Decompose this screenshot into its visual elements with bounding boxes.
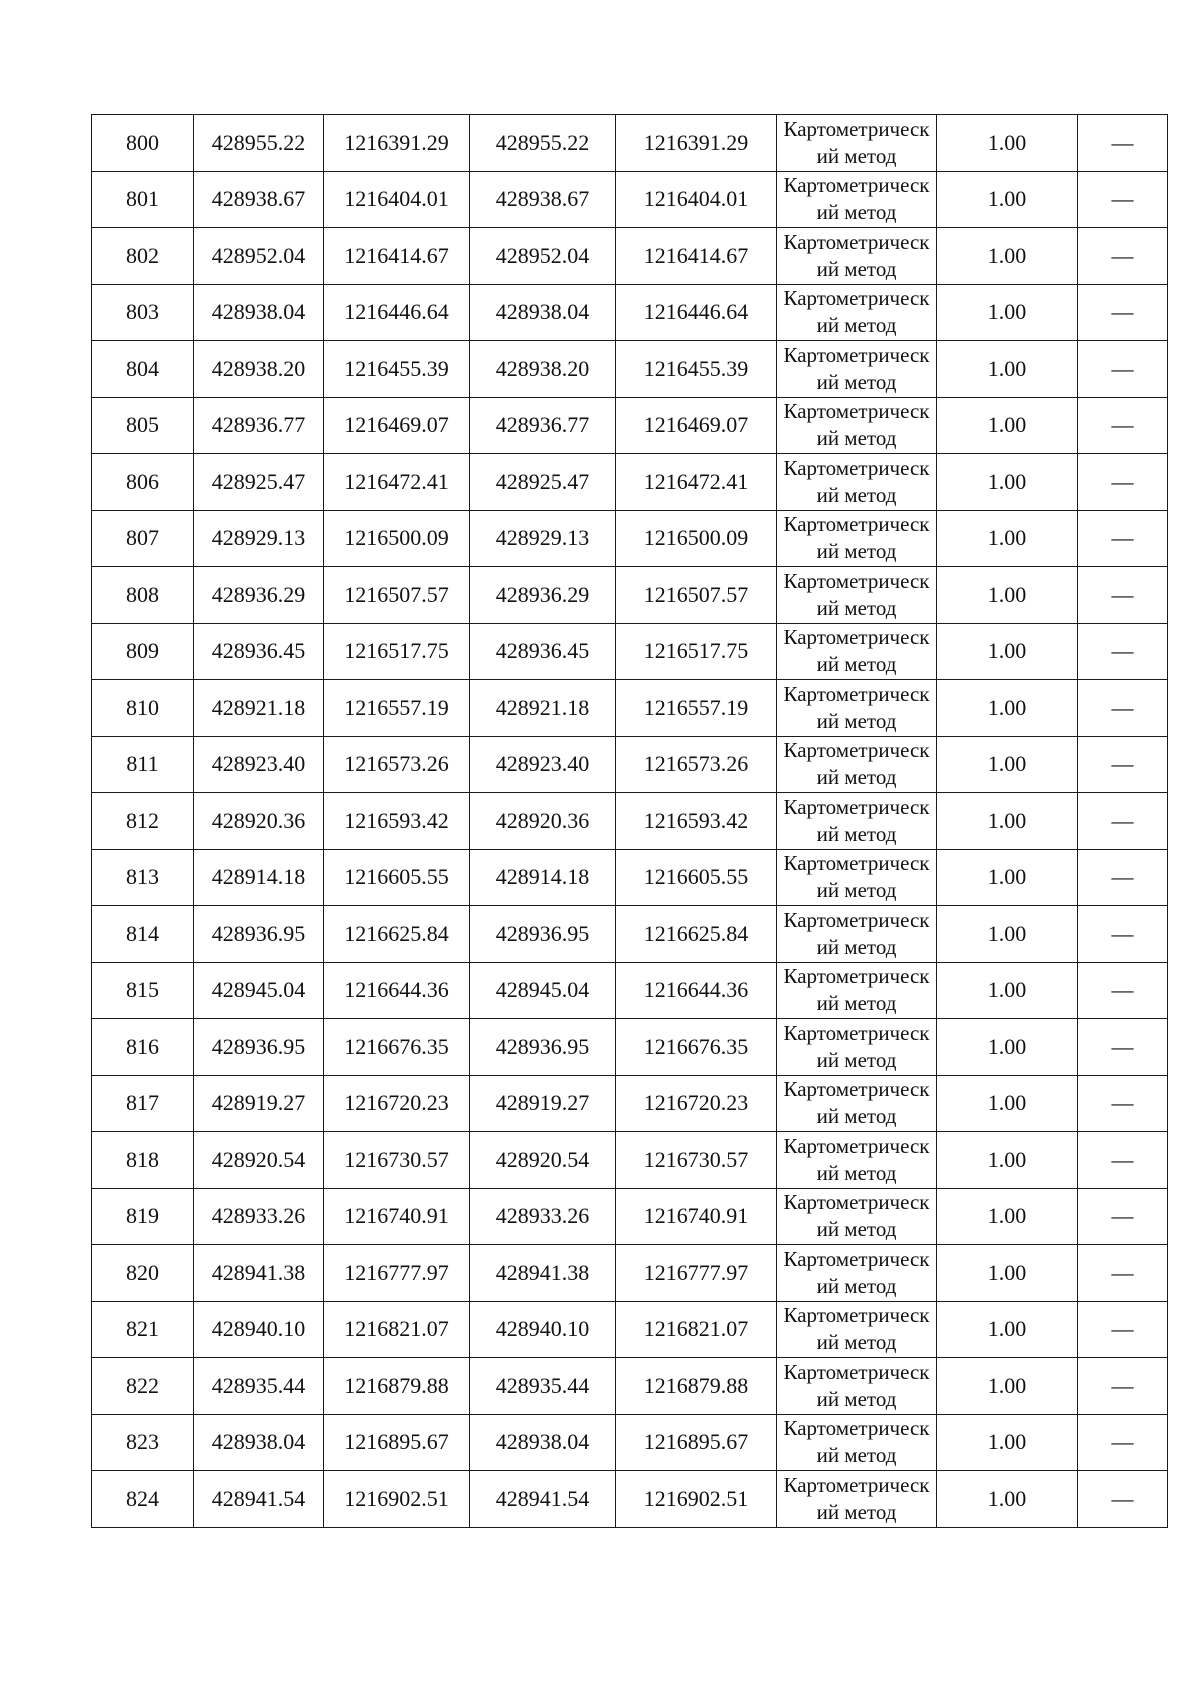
- method-cell: Картометрический метод: [777, 1132, 937, 1189]
- point-number-cell: 823: [92, 1414, 194, 1471]
- point-number-cell: 824: [92, 1471, 194, 1528]
- note-cell: —: [1078, 341, 1168, 398]
- refined-y-cell: 1216573.26: [616, 736, 777, 793]
- table-row: [92, 793, 1168, 850]
- table-row: [92, 567, 1168, 624]
- accuracy-cell: 1.00: [937, 510, 1078, 567]
- method-cell: Картометрический метод: [777, 1301, 937, 1358]
- refined-x-cell: 428935.44: [470, 1358, 616, 1415]
- method-cell: Картометрический метод: [777, 736, 937, 793]
- refined-y-cell: 1216644.36: [616, 962, 777, 1019]
- accuracy-cell: 1.00: [937, 849, 1078, 906]
- note-cell: —: [1078, 680, 1168, 737]
- existing-x-cell: 428941.38: [194, 1245, 324, 1302]
- accuracy-cell: 1.00: [937, 1019, 1078, 1076]
- method-cell: Картометрический метод: [777, 115, 937, 172]
- method-cell: Картометрический метод: [777, 680, 937, 737]
- accuracy-cell: 1.00: [937, 793, 1078, 850]
- note-cell: —: [1078, 1301, 1168, 1358]
- accuracy-cell: 1.00: [937, 680, 1078, 737]
- coordinates-table: [91, 114, 1168, 1528]
- note-cell: —: [1078, 1132, 1168, 1189]
- note-cell: —: [1078, 793, 1168, 850]
- table-row: [92, 115, 1168, 172]
- point-number-cell: 809: [92, 623, 194, 680]
- table-row: [92, 1358, 1168, 1415]
- table-row: [92, 341, 1168, 398]
- method-cell: Картометрический метод: [777, 962, 937, 1019]
- existing-y-cell: 1216676.35: [324, 1019, 470, 1076]
- existing-y-cell: 1216902.51: [324, 1471, 470, 1528]
- table-row: [92, 1414, 1168, 1471]
- existing-y-cell: 1216777.97: [324, 1245, 470, 1302]
- refined-y-cell: 1216625.84: [616, 906, 777, 963]
- refined-x-cell: 428914.18: [470, 849, 616, 906]
- existing-y-cell: 1216573.26: [324, 736, 470, 793]
- existing-x-cell: 428936.95: [194, 1019, 324, 1076]
- note-cell: —: [1078, 849, 1168, 906]
- existing-x-cell: 428933.26: [194, 1188, 324, 1245]
- existing-x-cell: 428938.04: [194, 284, 324, 341]
- note-cell: —: [1078, 228, 1168, 285]
- existing-x-cell: 428936.29: [194, 567, 324, 624]
- method-cell: Картометрический метод: [777, 1188, 937, 1245]
- existing-x-cell: 428955.22: [194, 115, 324, 172]
- existing-y-cell: 1216517.75: [324, 623, 470, 680]
- accuracy-cell: 1.00: [937, 1245, 1078, 1302]
- existing-y-cell: 1216446.64: [324, 284, 470, 341]
- existing-x-cell: 428919.27: [194, 1075, 324, 1132]
- existing-x-cell: 428936.77: [194, 397, 324, 454]
- refined-x-cell: 428936.77: [470, 397, 616, 454]
- refined-y-cell: 1216557.19: [616, 680, 777, 737]
- refined-x-cell: 428938.67: [470, 171, 616, 228]
- method-cell: Картометрический метод: [777, 1358, 937, 1415]
- method-cell: Картометрический метод: [777, 1019, 937, 1076]
- refined-y-cell: 1216879.88: [616, 1358, 777, 1415]
- existing-x-cell: 428941.54: [194, 1471, 324, 1528]
- accuracy-cell: 1.00: [937, 284, 1078, 341]
- refined-x-cell: 428933.26: [470, 1188, 616, 1245]
- accuracy-cell: 1.00: [937, 1075, 1078, 1132]
- note-cell: —: [1078, 1188, 1168, 1245]
- refined-x-cell: 428936.95: [470, 906, 616, 963]
- existing-x-cell: 428938.20: [194, 341, 324, 398]
- refined-y-cell: 1216414.67: [616, 228, 777, 285]
- method-cell: Картометрический метод: [777, 1245, 937, 1302]
- accuracy-cell: 1.00: [937, 397, 1078, 454]
- refined-y-cell: 1216517.75: [616, 623, 777, 680]
- point-number-cell: 808: [92, 567, 194, 624]
- note-cell: —: [1078, 397, 1168, 454]
- existing-x-cell: 428945.04: [194, 962, 324, 1019]
- refined-x-cell: 428955.22: [470, 115, 616, 172]
- existing-x-cell: 428935.44: [194, 1358, 324, 1415]
- note-cell: —: [1078, 1019, 1168, 1076]
- point-number-cell: 820: [92, 1245, 194, 1302]
- note-cell: —: [1078, 1245, 1168, 1302]
- point-number-cell: 807: [92, 510, 194, 567]
- note-cell: —: [1078, 171, 1168, 228]
- existing-x-cell: 428921.18: [194, 680, 324, 737]
- refined-x-cell: 428921.18: [470, 680, 616, 737]
- point-number-cell: 819: [92, 1188, 194, 1245]
- refined-x-cell: 428925.47: [470, 454, 616, 511]
- table-row: [92, 228, 1168, 285]
- existing-x-cell: 428914.18: [194, 849, 324, 906]
- existing-y-cell: 1216507.57: [324, 567, 470, 624]
- note-cell: —: [1078, 623, 1168, 680]
- existing-y-cell: 1216500.09: [324, 510, 470, 567]
- existing-x-cell: 428936.95: [194, 906, 324, 963]
- accuracy-cell: 1.00: [937, 1358, 1078, 1415]
- point-number-cell: 804: [92, 341, 194, 398]
- existing-y-cell: 1216644.36: [324, 962, 470, 1019]
- existing-y-cell: 1216414.67: [324, 228, 470, 285]
- refined-y-cell: 1216720.23: [616, 1075, 777, 1132]
- refined-x-cell: 428923.40: [470, 736, 616, 793]
- point-number-cell: 816: [92, 1019, 194, 1076]
- refined-y-cell: 1216446.64: [616, 284, 777, 341]
- table-row: [92, 623, 1168, 680]
- refined-y-cell: 1216391.29: [616, 115, 777, 172]
- accuracy-cell: 1.00: [937, 962, 1078, 1019]
- existing-y-cell: 1216404.01: [324, 171, 470, 228]
- method-cell: Картометрический метод: [777, 793, 937, 850]
- refined-y-cell: 1216895.67: [616, 1414, 777, 1471]
- note-cell: —: [1078, 906, 1168, 963]
- note-cell: —: [1078, 115, 1168, 172]
- method-cell: Картометрический метод: [777, 228, 937, 285]
- existing-x-cell: 428920.36: [194, 793, 324, 850]
- point-number-cell: 815: [92, 962, 194, 1019]
- existing-y-cell: 1216720.23: [324, 1075, 470, 1132]
- refined-x-cell: 428936.45: [470, 623, 616, 680]
- method-cell: Картометрический метод: [777, 341, 937, 398]
- point-number-cell: 821: [92, 1301, 194, 1358]
- existing-y-cell: 1216557.19: [324, 680, 470, 737]
- existing-x-cell: 428920.54: [194, 1132, 324, 1189]
- refined-x-cell: 428940.10: [470, 1301, 616, 1358]
- refined-x-cell: 428936.29: [470, 567, 616, 624]
- refined-y-cell: 1216472.41: [616, 454, 777, 511]
- point-number-cell: 814: [92, 906, 194, 963]
- accuracy-cell: 1.00: [937, 1301, 1078, 1358]
- refined-y-cell: 1216605.55: [616, 849, 777, 906]
- point-number-cell: 817: [92, 1075, 194, 1132]
- method-cell: Картометрический метод: [777, 454, 937, 511]
- existing-y-cell: 1216821.07: [324, 1301, 470, 1358]
- method-cell: Картометрический метод: [777, 1414, 937, 1471]
- refined-y-cell: 1216469.07: [616, 397, 777, 454]
- method-cell: Картометрический метод: [777, 171, 937, 228]
- point-number-cell: 802: [92, 228, 194, 285]
- accuracy-cell: 1.00: [937, 1471, 1078, 1528]
- point-number-cell: 822: [92, 1358, 194, 1415]
- method-cell: Картометрический метод: [777, 1471, 937, 1528]
- method-cell: Картометрический метод: [777, 510, 937, 567]
- note-cell: —: [1078, 962, 1168, 1019]
- note-cell: —: [1078, 284, 1168, 341]
- method-cell: Картометрический метод: [777, 849, 937, 906]
- accuracy-cell: 1.00: [937, 228, 1078, 285]
- refined-x-cell: 428938.20: [470, 341, 616, 398]
- table-row: [92, 1188, 1168, 1245]
- table-row: [92, 1471, 1168, 1528]
- point-number-cell: 810: [92, 680, 194, 737]
- existing-x-cell: 428925.47: [194, 454, 324, 511]
- existing-x-cell: 428929.13: [194, 510, 324, 567]
- table-row: [92, 1075, 1168, 1132]
- existing-x-cell: 428938.67: [194, 171, 324, 228]
- refined-x-cell: 428938.04: [470, 1414, 616, 1471]
- point-number-cell: 813: [92, 849, 194, 906]
- refined-x-cell: 428936.95: [470, 1019, 616, 1076]
- existing-y-cell: 1216455.39: [324, 341, 470, 398]
- existing-x-cell: 428940.10: [194, 1301, 324, 1358]
- table-row: [92, 284, 1168, 341]
- existing-y-cell: 1216469.07: [324, 397, 470, 454]
- refined-y-cell: 1216404.01: [616, 171, 777, 228]
- table-row: [92, 510, 1168, 567]
- note-cell: —: [1078, 736, 1168, 793]
- accuracy-cell: 1.00: [937, 454, 1078, 511]
- existing-y-cell: 1216593.42: [324, 793, 470, 850]
- existing-x-cell: 428936.45: [194, 623, 324, 680]
- refined-x-cell: 428941.54: [470, 1471, 616, 1528]
- method-cell: Картометрический метод: [777, 1075, 937, 1132]
- point-number-cell: 801: [92, 171, 194, 228]
- note-cell: —: [1078, 1358, 1168, 1415]
- table-row: [92, 680, 1168, 737]
- table-row: [92, 962, 1168, 1019]
- existing-y-cell: 1216391.29: [324, 115, 470, 172]
- method-cell: Картометрический метод: [777, 567, 937, 624]
- accuracy-cell: 1.00: [937, 736, 1078, 793]
- note-cell: —: [1078, 1075, 1168, 1132]
- existing-y-cell: 1216605.55: [324, 849, 470, 906]
- accuracy-cell: 1.00: [937, 623, 1078, 680]
- refined-y-cell: 1216507.57: [616, 567, 777, 624]
- refined-x-cell: 428919.27: [470, 1075, 616, 1132]
- table-row: [92, 171, 1168, 228]
- method-cell: Картометрический метод: [777, 906, 937, 963]
- refined-y-cell: 1216455.39: [616, 341, 777, 398]
- refined-x-cell: 428920.54: [470, 1132, 616, 1189]
- refined-x-cell: 428945.04: [470, 962, 616, 1019]
- point-number-cell: 800: [92, 115, 194, 172]
- existing-x-cell: 428923.40: [194, 736, 324, 793]
- method-cell: Картометрический метод: [777, 397, 937, 454]
- refined-y-cell: 1216730.57: [616, 1132, 777, 1189]
- table-row: [92, 736, 1168, 793]
- refined-x-cell: 428941.38: [470, 1245, 616, 1302]
- point-number-cell: 803: [92, 284, 194, 341]
- accuracy-cell: 1.00: [937, 341, 1078, 398]
- point-number-cell: 805: [92, 397, 194, 454]
- refined-y-cell: 1216902.51: [616, 1471, 777, 1528]
- existing-y-cell: 1216625.84: [324, 906, 470, 963]
- table-row: [92, 397, 1168, 454]
- existing-y-cell: 1216730.57: [324, 1132, 470, 1189]
- table-row: [92, 1019, 1168, 1076]
- refined-y-cell: 1216740.91: [616, 1188, 777, 1245]
- accuracy-cell: 1.00: [937, 171, 1078, 228]
- method-cell: Картометрический метод: [777, 284, 937, 341]
- existing-y-cell: 1216740.91: [324, 1188, 470, 1245]
- refined-x-cell: 428938.04: [470, 284, 616, 341]
- accuracy-cell: 1.00: [937, 1132, 1078, 1189]
- refined-x-cell: 428952.04: [470, 228, 616, 285]
- refined-x-cell: 428929.13: [470, 510, 616, 567]
- table-row: [92, 849, 1168, 906]
- coordinates-table-body: [92, 115, 1168, 1528]
- existing-y-cell: 1216879.88: [324, 1358, 470, 1415]
- existing-x-cell: 428938.04: [194, 1414, 324, 1471]
- accuracy-cell: 1.00: [937, 1414, 1078, 1471]
- accuracy-cell: 1.00: [937, 567, 1078, 624]
- point-number-cell: 811: [92, 736, 194, 793]
- refined-y-cell: 1216821.07: [616, 1301, 777, 1358]
- point-number-cell: 806: [92, 454, 194, 511]
- refined-y-cell: 1216777.97: [616, 1245, 777, 1302]
- note-cell: —: [1078, 1471, 1168, 1528]
- table-row: [92, 454, 1168, 511]
- accuracy-cell: 1.00: [937, 115, 1078, 172]
- refined-y-cell: 1216500.09: [616, 510, 777, 567]
- note-cell: —: [1078, 454, 1168, 511]
- point-number-cell: 818: [92, 1132, 194, 1189]
- existing-x-cell: 428952.04: [194, 228, 324, 285]
- point-number-cell: 812: [92, 793, 194, 850]
- existing-y-cell: 1216472.41: [324, 454, 470, 511]
- refined-y-cell: 1216676.35: [616, 1019, 777, 1076]
- note-cell: —: [1078, 510, 1168, 567]
- accuracy-cell: 1.00: [937, 1188, 1078, 1245]
- table-row: [92, 1132, 1168, 1189]
- refined-x-cell: 428920.36: [470, 793, 616, 850]
- note-cell: —: [1078, 1414, 1168, 1471]
- accuracy-cell: 1.00: [937, 906, 1078, 963]
- table-row: [92, 1301, 1168, 1358]
- refined-y-cell: 1216593.42: [616, 793, 777, 850]
- method-cell: Картометрический метод: [777, 623, 937, 680]
- table-row: [92, 906, 1168, 963]
- existing-y-cell: 1216895.67: [324, 1414, 470, 1471]
- note-cell: —: [1078, 567, 1168, 624]
- table-row: [92, 1245, 1168, 1302]
